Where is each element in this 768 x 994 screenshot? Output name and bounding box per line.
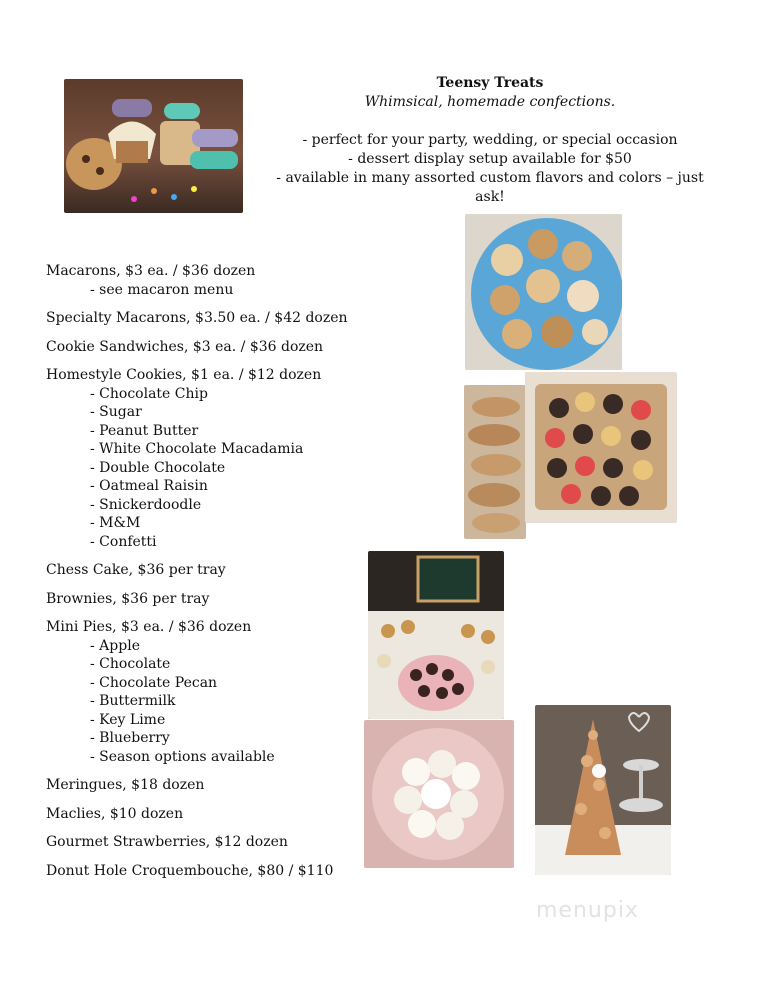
feature-item: - perfect for your party, wedding, or special occasion <box>302 132 678 148</box>
page-title: Teensy Treats <box>436 75 544 91</box>
menu-item-label: Mini Pies, $3 ea. / $36 dozen <box>46 619 252 635</box>
flavor-item: - Chocolate <box>90 656 171 672</box>
mini-tarts-photo <box>525 372 677 523</box>
menu-item-label: Homestyle Cookies, $1 ea. / $12 dozen <box>46 367 322 383</box>
menu-item-gourmet-strawberries: Gourmet Strawberries, $12 dozen <box>46 834 288 850</box>
flavor-item: - Peanut Butter <box>90 422 199 439</box>
flavor-item: - Oatmeal Raisin <box>90 478 208 494</box>
flavor-item: - Chocolate Chip <box>90 385 208 402</box>
header <box>270 74 710 207</box>
feature-list <box>270 131 710 207</box>
cookies-plate-photo <box>465 214 622 370</box>
menu-item-mini-pies <box>46 618 348 766</box>
menu-item-label: Macarons, $3 ea. / $36 dozen <box>46 263 256 279</box>
tagline: Whimsical, homemade confections. <box>364 94 616 110</box>
macarons-photo <box>64 79 243 213</box>
cookie-stack-photo <box>464 385 526 539</box>
feature-item: - available in many assorted custom flavors and colors – just ask! <box>276 170 704 205</box>
croquembouche-photo <box>535 705 671 875</box>
flavor-item: - Season options available <box>90 748 275 765</box>
menu-item-croquembouche: Donut Hole Croquembouche, $80 / $110 <box>46 862 334 879</box>
menu-list <box>46 262 348 890</box>
flavor-item: - M&M <box>90 515 141 531</box>
menu-item-specialty-macarons: Specialty Macarons, $3.50 ea. / $42 dozen <box>46 310 348 326</box>
flavor-item: - Chocolate Pecan <box>90 674 218 691</box>
flavor-item: - Confetti <box>90 533 157 550</box>
watermark-logo: menupix <box>536 898 639 923</box>
flavor-item: - White Chocolate Macadamia <box>90 441 304 457</box>
menu-item-chess-cake: Chess Cake, $36 per tray <box>46 562 226 578</box>
flavor-item: - Double Chocolate <box>90 459 226 476</box>
flavor-item: - Snickerdoodle <box>90 496 202 513</box>
flavor-item: - Sugar <box>90 404 142 420</box>
meringues-photo <box>364 720 514 868</box>
menu-item-macarons <box>46 262 348 299</box>
flavor-item: - Blueberry <box>90 730 170 746</box>
menu-item-note: - see macaron menu <box>90 281 234 298</box>
flavor-item: - Apple <box>90 637 140 654</box>
menu-item-meringues: Meringues, $18 dozen <box>46 777 205 793</box>
feature-item: - dessert display setup available for $50 <box>348 151 632 167</box>
menu-item-homestyle-cookies <box>46 366 348 551</box>
menu-item-brownies: Brownies, $36 per tray <box>46 590 210 607</box>
flavor-item: - Buttermilk <box>90 693 176 709</box>
menu-item-cookie-sandwiches: Cookie Sandwiches, $3 ea. / $36 dozen <box>46 338 324 355</box>
flavor-item: - Key Lime <box>90 711 166 728</box>
dessert-display-photo <box>368 551 504 719</box>
menu-item-maclies: Maclies, $10 dozen <box>46 805 184 822</box>
